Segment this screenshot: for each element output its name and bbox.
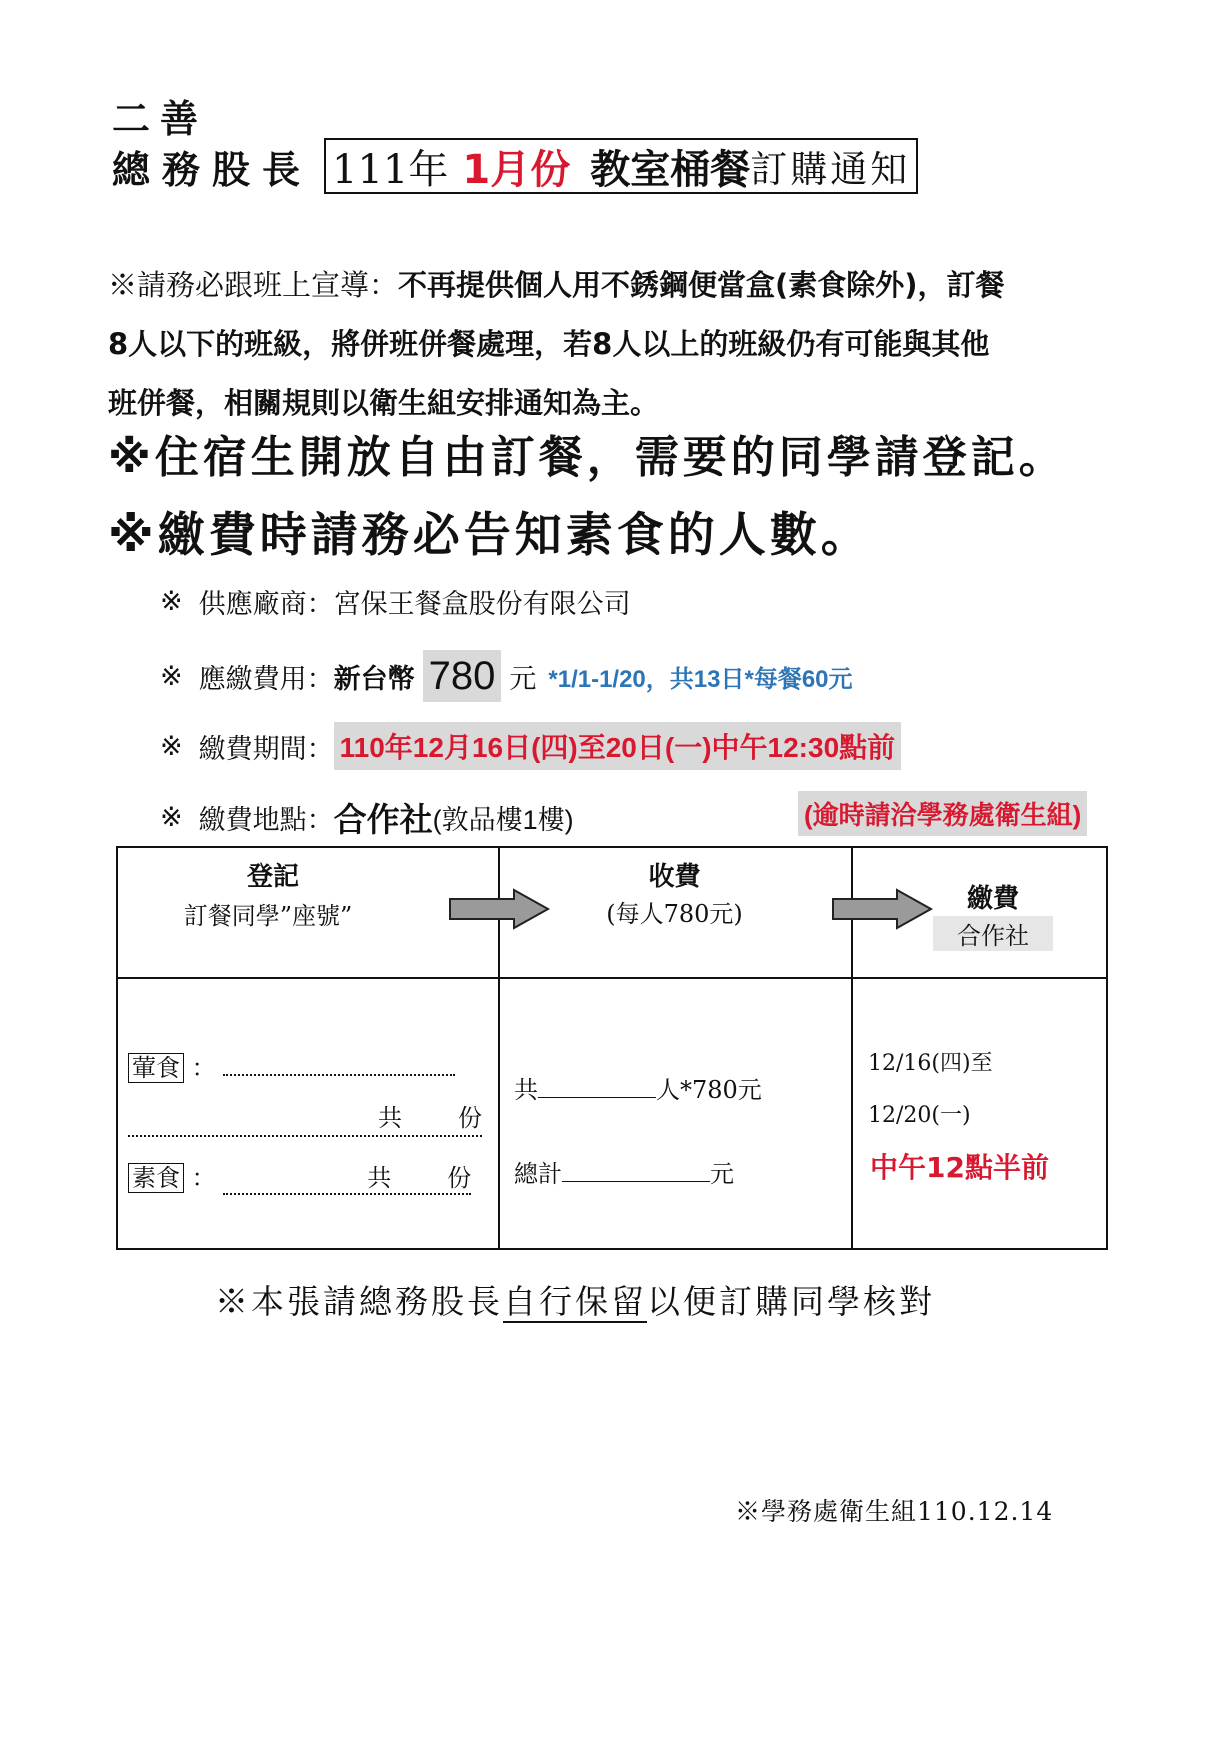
meat-total-prefix: 共 xyxy=(378,1104,402,1132)
register-subtitle: 訂餐同學”座號” xyxy=(183,902,353,930)
count-entry-line xyxy=(538,1078,656,1098)
meat-label: 葷食 xyxy=(128,1053,184,1083)
fee-label: 應繳費用： xyxy=(198,663,334,694)
veg-total xyxy=(223,1158,471,1195)
place-detail: (敦品樓1樓) xyxy=(432,805,574,835)
supplier-line xyxy=(160,582,631,621)
fee-unit: 元 xyxy=(509,663,537,694)
fee-currency: 新台幣 xyxy=(333,663,415,694)
bullet-mark: ※ xyxy=(160,660,183,691)
order-table xyxy=(116,846,1108,1250)
fee-title: 收費 xyxy=(648,862,701,892)
meat-entry-line xyxy=(223,1056,455,1076)
fee-line xyxy=(160,650,853,702)
notice-line-1 xyxy=(108,256,1148,315)
count-row xyxy=(514,1070,762,1105)
notice-line-3: 班併餐，相關規則以衛生組安排通知為主。 xyxy=(108,386,660,420)
class-name: 二善 xyxy=(112,97,209,141)
late-note: (逾時請洽學務處衛生組) xyxy=(798,791,1087,836)
title-box xyxy=(324,138,918,194)
veg-row xyxy=(128,1158,471,1195)
period-label: 繳費期間： xyxy=(198,733,334,764)
footer-suffix: 以便訂購同學核對 xyxy=(647,1282,935,1321)
title-year: 111年 xyxy=(332,146,449,193)
arrow-right-icon xyxy=(831,888,935,930)
fee-note: *1/1-1/20，共13日*每餐60元 xyxy=(548,665,853,693)
fee-subtitle: (每人780元) xyxy=(606,900,743,928)
bullet-mark: ※ xyxy=(160,802,183,832)
notice-line-1-rest: 不再提供個人用不銹鋼便當盒(素食除外)，訂餐 xyxy=(398,268,1005,302)
veg-colon: ： xyxy=(191,1164,216,1192)
place-line xyxy=(160,794,574,841)
fee-amount: 780 xyxy=(423,650,502,702)
title-meal: 教室桶餐 xyxy=(590,146,751,193)
sum-row xyxy=(514,1154,734,1189)
place-value: 合作社 xyxy=(333,801,433,838)
footer-keep: 自行保留 xyxy=(503,1282,647,1321)
footer-prefix: ※本張請總務股長 xyxy=(215,1282,503,1321)
date-start: 12/16(四)至 xyxy=(868,1051,993,1076)
sum-label: 總計 xyxy=(514,1160,562,1188)
bullet-mark: ※ xyxy=(160,730,183,761)
notice-paragraph xyxy=(108,256,1148,433)
sum-entry-line xyxy=(562,1162,710,1182)
register-title: 登記 xyxy=(246,862,299,892)
officer-label: 總務股長 xyxy=(112,147,313,192)
footer-note xyxy=(215,1276,935,1323)
title-row xyxy=(112,138,918,194)
deadline: 中午12點半前 xyxy=(870,1151,1049,1184)
supplier-label: 供應廠商： xyxy=(198,589,334,619)
boarding-highlight: ※住宿生開放自由訂餐，需要的同學請登記。 xyxy=(108,432,1067,483)
title-notice: 訂購通知 xyxy=(750,148,911,191)
place-label: 繳費地點： xyxy=(198,805,334,835)
meat-total xyxy=(128,1098,482,1137)
veg-total-prefix: 共 xyxy=(367,1164,392,1192)
meat-colon: ： xyxy=(191,1054,216,1082)
notice-lead: ※請務必跟班上宣導： xyxy=(108,268,399,302)
meat-row xyxy=(128,1048,455,1083)
period-line xyxy=(160,722,901,770)
table-divider xyxy=(118,977,1106,979)
supplier-value: 宮保王餐盒股份有限公司 xyxy=(333,589,631,619)
signature: ※學務處衛生組110.12.14 xyxy=(735,1497,1054,1526)
meat-total-suffix: 份 xyxy=(458,1104,482,1132)
veg-total-suffix: 份 xyxy=(447,1164,472,1192)
count-suffix: 人*780元 xyxy=(656,1076,762,1104)
veg-label: 素食 xyxy=(128,1163,184,1193)
vegetarian-highlight: ※繳費時請務必告知素食的人數。 xyxy=(108,508,872,563)
sum-unit: 元 xyxy=(710,1160,734,1188)
pay-title: 繳費 xyxy=(966,884,1019,914)
notice-line-2: 8人以下的班級，將併班併餐處理，若8人以上的班級仍有可能與其他 xyxy=(108,327,990,361)
bullet-mark: ※ xyxy=(160,586,183,616)
count-prefix: 共 xyxy=(514,1076,538,1104)
date-end: 12/20(一) xyxy=(868,1103,971,1128)
period-value: 110年12月16日(四)至20日(一)中午12:30點前 xyxy=(334,722,902,770)
pay-subtitle: 合作社 xyxy=(933,916,1053,951)
title-month: 1月份 xyxy=(462,146,571,193)
